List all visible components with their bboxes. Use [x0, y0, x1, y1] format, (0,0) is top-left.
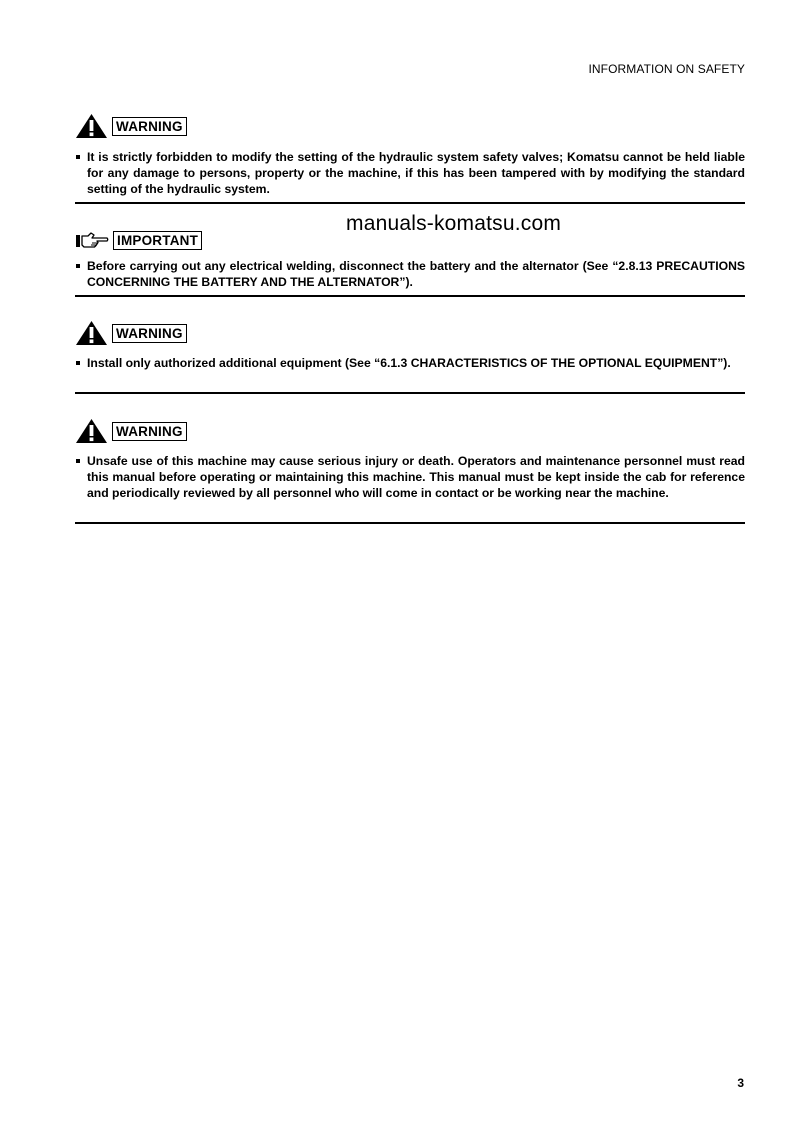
warning-item — [75, 453, 745, 501]
section-divider — [75, 295, 745, 297]
warning-item — [75, 149, 745, 197]
warning-tag — [75, 419, 187, 443]
warning-triangle-icon — [75, 418, 108, 444]
warning-item — [75, 355, 745, 371]
warning-section-2 — [75, 321, 745, 397]
warning-label: WARNING — [112, 324, 187, 343]
warning-label: WARNING — [112, 422, 187, 441]
section-divider — [75, 202, 745, 204]
pointing-hand-icon — [75, 231, 109, 249]
warning-tag — [75, 321, 187, 345]
warning-section-1 — [75, 114, 745, 206]
warning-text: It is strictly forbidden to modify the setting of the hydraulic system safety valves; Komatsu cannot be held liable for any damage to persons, property or the machine, if this has been tampered with by modifying the standard setting of the hydraulic system. — [87, 150, 745, 196]
section-divider — [75, 392, 745, 394]
bullet-icon — [76, 459, 80, 463]
section-divider — [75, 522, 745, 524]
important-text: Before carrying out any electrical welding, disconnect the battery and the alternator (See “2.8.13 PRECAUTIONS CONCERNING THE BATTERY AND THE ALTERNATOR”). — [87, 259, 745, 289]
page-header: INFORMATION ON SAFETY — [588, 62, 745, 76]
warning-text: Unsafe use of this machine may cause serious injury or death. Operators and maintenance personnel must read this manual before operating or maintaining this machine. This manual must be kept inside the cab for reference and periodically reviewed by all personnel who will come in contact or be working near the machine. — [87, 454, 745, 500]
page-number: 3 — [737, 1076, 744, 1090]
watermark-text: manuals-komatsu.com — [346, 212, 562, 235]
warning-section-3 — [75, 419, 745, 529]
warning-tag — [75, 114, 187, 138]
warning-text: Install only authorized additional equipment (See “6.1.3 CHARACTERISTICS OF THE OPTIONAL EQUIPMENT”). — [87, 356, 731, 370]
warning-triangle-icon — [75, 113, 108, 139]
bullet-icon — [76, 361, 80, 365]
bullet-icon — [76, 264, 80, 268]
important-tag — [75, 228, 202, 252]
warning-triangle-icon — [75, 320, 108, 346]
warning-label: WARNING — [112, 117, 187, 136]
important-label: IMPORTANT — [113, 231, 202, 250]
important-section — [75, 228, 745, 300]
bullet-icon — [76, 155, 80, 159]
important-item — [75, 258, 745, 290]
